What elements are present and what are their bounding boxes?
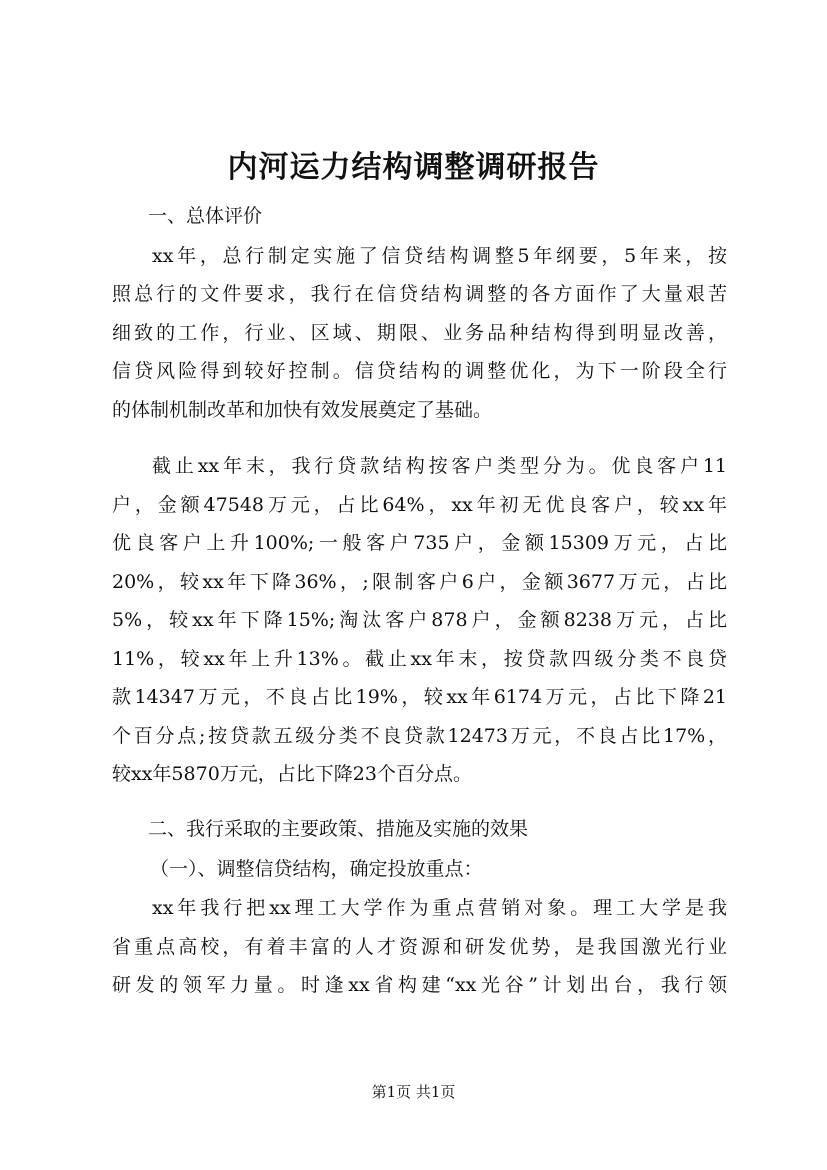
- paragraph-line: 的体制机制改革和加快有效发展奠定了基础。: [112, 399, 493, 421]
- page-number-footer: 第1页 共1页: [371, 1083, 456, 1101]
- paragraph-line: xx年，总行制定实施了信贷结构调整5年纲要，5年来，按: [152, 245, 727, 267]
- document-title: 内河运力结构调整调研报告: [227, 150, 600, 185]
- paragraph-line: 个百分点;按贷款五级分类不良贷款12473万元，不良占比17%，: [112, 725, 727, 747]
- paragraph-line: 细致的工作，行业、区域、期限、业务品种结构得到明显改善，: [112, 322, 727, 344]
- paragraph-line: 截止xx年末，我行贷款结构按客户类型分为。优良客户11: [152, 455, 727, 477]
- paragraph-line: 优良客户上升100%;一般客户735户，金额15309万元，占比: [112, 532, 727, 554]
- section-heading-policies-measures: 二、我行采取的主要政策、措施及实施的效果: [148, 818, 529, 840]
- paragraph-line: 5%，较xx年下降15%;淘汰客户878户，金额8238万元，占比: [112, 609, 727, 631]
- paragraph-line: 较xx年5870万元，占比下降23个百分点。: [112, 763, 472, 785]
- paragraph-line: 省重点高校，有着丰富的人才资源和研发优势，是我国激光行业: [112, 936, 727, 958]
- paragraph-line: 20%，较xx年下降36%，;限制客户6户，金额3677万元，占比: [112, 571, 727, 593]
- paragraph-line: 研发的领军力量。时逢xx省构建“xx光谷”计划出台，我行领: [112, 974, 727, 996]
- subsection-heading-credit-structure: （一）、调整信贷结构，确定投放重点：: [150, 858, 483, 880]
- paragraph-line: 款14347万元，不良占比19%，较xx年6174万元，占比下降21: [112, 686, 727, 708]
- paragraph-line: xx年我行把xx理工大学作为重点营销对象。理工大学是我: [152, 897, 727, 919]
- paragraph-line: 11%，较xx年上升13%。截止xx年末，按贷款四级分类不良贷: [112, 648, 727, 670]
- paragraph-line: 照总行的文件要求，我行在信贷结构调整的各方面作了大量艰苦: [112, 283, 727, 305]
- section-heading-overall-evaluation: 一、总体评价: [148, 205, 263, 227]
- paragraph-line: 户，金额47548万元，占比64%，xx年初无优良客户，较xx年: [112, 494, 727, 516]
- paragraph-line: 信贷风险得到较好控制。信贷结构的调整优化，为下一阶段全行: [112, 360, 727, 382]
